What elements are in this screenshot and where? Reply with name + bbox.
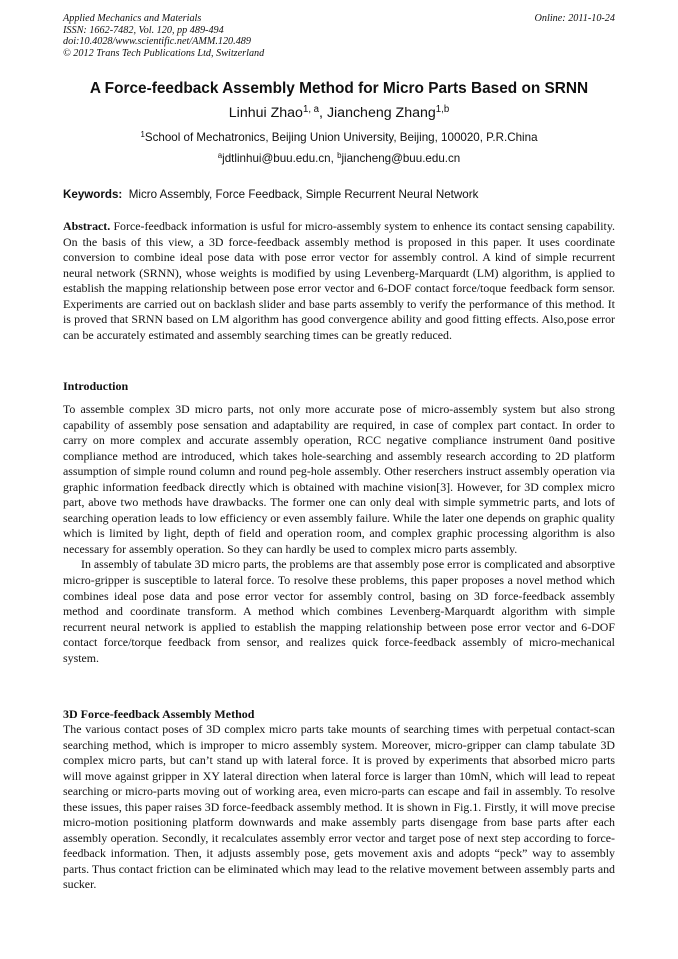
doi-line: doi:10.4028/www.scientific.net/AMM.120.489: [63, 36, 251, 48]
keywords-label: Keywords:: [63, 188, 123, 201]
paragraph: The various contact poses of 3D complex micro parts take mounts of searching times with perpetual contact-scan searching method, which is improper to micro assembly system. Moreover, micro-gripper can clamp tabulate 3D complex micro parts, but can’t stand up with lateral force. It is proved by experiments that absorbed micro parts will move against gripper in XY lateral direction when lateral force is larger than 10mN, which will lead to repeat searching or micro-parts moving out of working area, even micro-parts can escape and fail in assembly. To resolve these issues, this paper raises 3D force-feedback assembly method. It is shown in Fig.1. Firstly, it will move precise micro-motion positioning platform downwards and make assembly parts disengage from base parts after each assembly operation. Secondly, it recalculates assembly error vector and target pose of next step according to force-feedback information. Then, it adjusts assembly pose, gets movement axis and adopts “peck” way to assembly parts. Thus contact friction can be eliminated which may lead to the relative movement between assembly parts and sucker.: [63, 722, 615, 892]
author-line: [30, 104, 648, 122]
keywords-text: Micro Assembly, Force Feedback, Simple Recurrent Neural Network: [128, 188, 479, 201]
abstract-text: Force-feedback information is usful for micro-assembly system to enhence its contact sensing capability. On the basis of this view, a 3D force-feedback assembly method is proposed in this paper. It uses coordinate conversion to combine ideal pose data with pose error vector for assembly control. A kind of simple recurrent neural network (SRNN), whose weights is modified by using Levenberg-Marquardt (LM) algorithm, is applied to establish the mapping relationship between pose error vector and 6-DOF contact force/toque feedback form sensor. Experiments are carried out on backlash slider and base parts assembly to verify the performance of this method. It is proved that SRNN based on LM algorithm has good convergence ability and good fitting effects. Also,pose error can be accurately estimated and assembly searching times can be greatly reduced.: [63, 219, 615, 342]
author-name: Linhui Zhao: [228, 105, 303, 121]
email-superscript: b: [337, 151, 342, 160]
section-heading-introduction: Introduction: [63, 379, 129, 393]
author-superscript: 1, a: [302, 104, 320, 115]
author-separator: ,: [319, 105, 327, 121]
journal-header: [63, 13, 615, 59]
journal-name: Applied Mechanics and Materials: [63, 13, 202, 24]
author-name: Jiancheng Zhang: [326, 105, 436, 121]
email-a: jdtlinhui@buu.edu.cn,: [222, 152, 338, 165]
method-body: [63, 722, 615, 893]
author-superscript: 1,b: [435, 104, 450, 115]
author-emails: [20, 152, 658, 166]
affiliation-text: School of Mechatronics, Beijing Union University, Beijing, 100020, P.R.China: [144, 131, 538, 144]
section-heading-method: 3D Force-feedback Assembly Method: [63, 707, 255, 721]
paragraph: To assemble complex 3D micro parts, not only more accurate pose of micro-assembly system but also strong capability of assembly pose sensation and adaptability are required, in case of complex part contact. In order to carry on more complex and accurate assembly operation, RCC negative compliance instrument 0and positive compliance method are introduced, which takes hole-searching and assembly research according to 2D platform assumption of simple round column and round peg-hole assembly. Other reserchers instruct assembly operation via graphic information feedback directly which is obtained with machine vision[3]. However, for 3D complex micro part, above two methods have drawbacks. The former one can only deal with simple symmetric parts, and lots of searching operation leads to low efficiency or even assembly failure. While the later one depends on graphic quality which is limited by light, depth of field and operation room, and complex graphic processing algorithm is also necessary for assembly operation. So they can hardly be used to complex micro parts assembly.: [63, 402, 615, 556]
paper-title: A Force-feedback Assembly Method for Micro Parts Based on SRNN: [89, 80, 589, 97]
introduction-body: [63, 402, 615, 666]
abstract-label: Abstract.: [63, 219, 111, 233]
abstract: [63, 219, 615, 343]
email-b: jiancheng@buu.edu.cn: [341, 152, 461, 165]
paragraph: In assembly of tabulate 3D micro parts, the problems are that assembly pose error is complicated and absorptive micro-gripper is susceptible to lateral force. To resolve these problems, this paper proposes a novel method which combines ideal pose data and pose error vector for assembly control, basing on 3D force-feedback assembly method and coordinate transform. A method which combines Levenberg-Marquardt algorithm with simple recurrent neural network is applied to establish the mapping relationship between pose error vector and 6-DOF contact force/torque feedback from sensor, and realizes quick force-feedback assembly of micro-mechanical system.: [63, 557, 615, 665]
affiliation-superscript: 1: [140, 130, 145, 139]
copyright-line: © 2012 Trans Tech Publications Ltd, Switzerland: [63, 47, 265, 59]
email-superscript: a: [217, 151, 223, 160]
online-date: Online: 2011-10-24: [534, 13, 615, 24]
affiliation: [20, 131, 658, 145]
issn-line: ISSN: 1662-7482, Vol. 120, pp 489-494: [63, 24, 224, 36]
keywords: [63, 188, 623, 202]
